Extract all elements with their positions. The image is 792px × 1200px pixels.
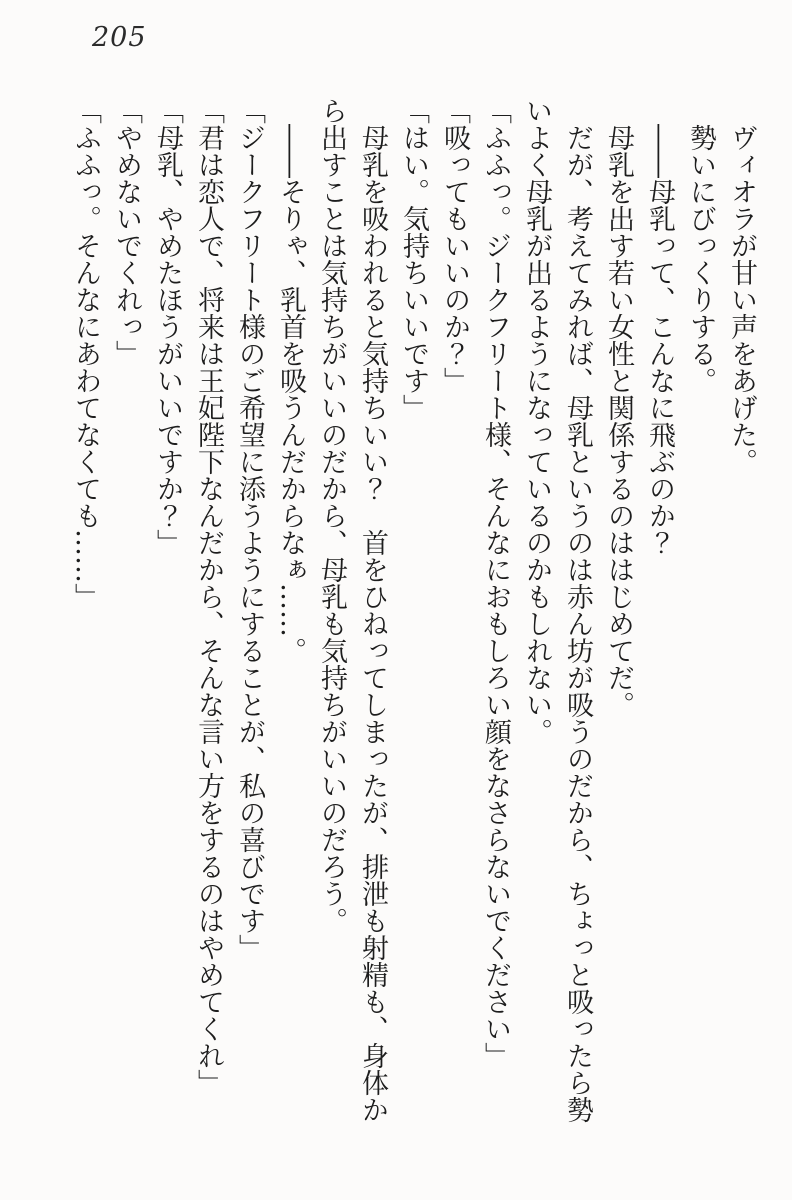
paragraph: 「やめないでくれっ」 <box>111 97 142 367</box>
paragraph: 母乳を出す若い女性と関係するのははじめてだ。 <box>603 97 634 718</box>
paragraph: 「君は恋人で、将来は王妃陛下なんだから、そんな言い方をするのはやめてくれ」 <box>193 97 224 1096</box>
text-block <box>65 97 762 1137</box>
paragraph: 「ジークフリート様のご希望に添うようにすることが、私の喜びです」 <box>234 97 265 961</box>
paragraph: 「吸ってもいいのか？」 <box>439 97 470 394</box>
page-number: 205 <box>92 22 147 53</box>
paragraph: だが、考えてみれば、母乳というのは赤ん坊が吸うのだから、ちょっと吸ったら勢いよく母乳が出るようになっているのかもしれない。 <box>521 97 593 1123</box>
paragraph: 「母乳、やめたほうがいいですか？」 <box>152 97 183 556</box>
paragraph: 勢いにびっくりする。 <box>685 97 716 394</box>
paragraph: ヴィオラが甘い声をあげた。 <box>726 97 757 475</box>
paragraph: 「ふふっ。そんなにあわてなくても……」 <box>70 97 101 610</box>
paragraph: ――そりゃ、乳首を吸うんだからなぁ……。 <box>275 97 306 664</box>
paragraph: 「ふふっ。ジークフリート様、そんなにおもしろい顔をなさらないでください」 <box>480 97 511 1069</box>
paragraph: 「はい。気持ちいいです」 <box>398 97 429 421</box>
paragraph: 母乳を吸われると気持ちいい？ 首をひねってしまったが、排泄も射精も、身体から出すことは気持ちがいいのだから、母乳も気持ちがいいのだろう。 <box>316 97 388 1123</box>
paragraph: ――母乳って、こんなに飛ぶのか？ <box>644 97 675 556</box>
